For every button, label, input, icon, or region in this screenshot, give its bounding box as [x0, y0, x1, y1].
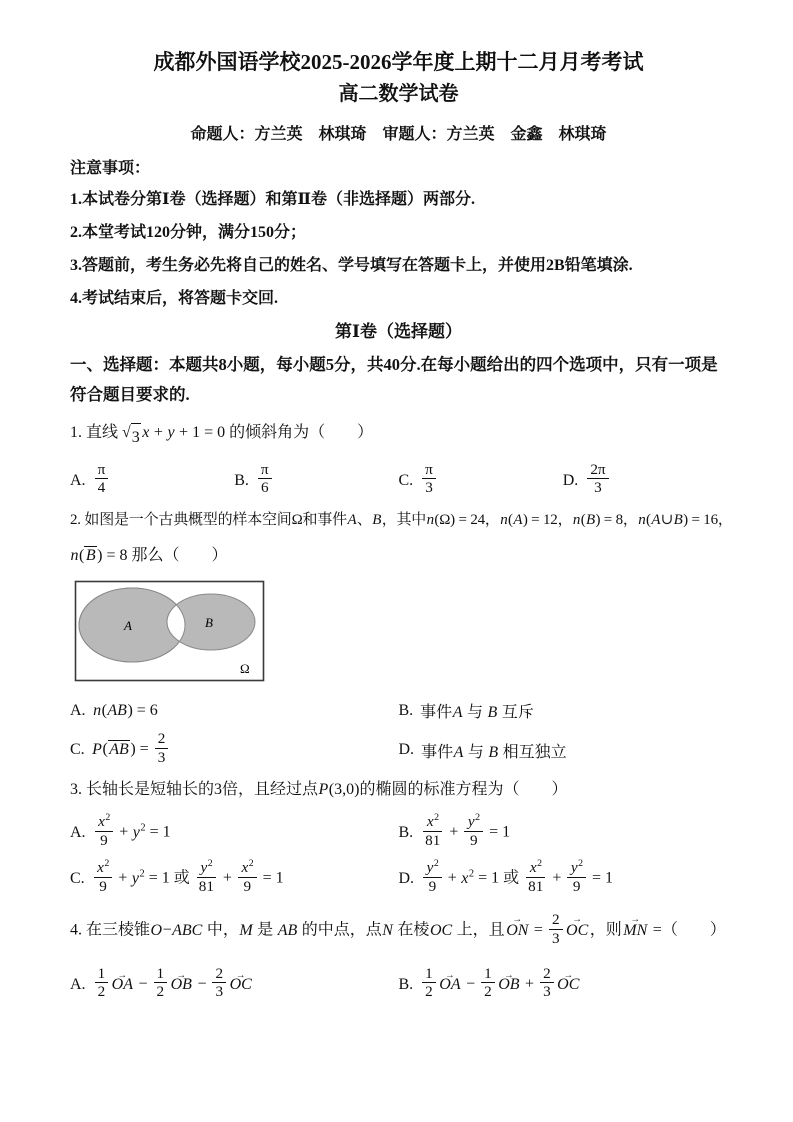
option-label-b: B.	[398, 701, 414, 719]
figure-label-omega: Ω	[240, 661, 250, 677]
notice-item-4: 4.考试结束后，将答题卡交回.	[70, 289, 279, 307]
question-2-stem-line1: 2. 如图是一个古典概型的样本空间Ω和事件A、B，其中n(Ω) = 24，n(A) = 12，n(B) = 8，n(A∪B) = 16，	[70, 511, 733, 528]
option-value-b: $\frac{1}{2}$ OA → − $\frac{1}{2}$ OB → + $\frac{2}{3}$ OC →	[420, 967, 581, 1003]
question-3-option-a	[70, 812, 399, 851]
question-2-option-a	[70, 702, 399, 720]
option-label-c: C.	[70, 870, 85, 888]
option-label-a: A.	[70, 471, 86, 489]
question-1-options	[70, 460, 727, 499]
question-4-option-b	[399, 967, 728, 1003]
question-2-option-b	[399, 699, 728, 722]
authors-line: 命题人：方兰英 林琪琦 审题人：方兰英 金鑫 林琪琦	[190, 125, 607, 143]
exam-subtitle: 高二数学试卷	[338, 82, 459, 105]
question-4	[70, 905, 727, 1003]
question-4-stem: 4. 在三棱锥O−ABC 中，M 是 AB 的中点，点N 在棱OC 上，且ON → = $\frac{2}{3}$ OC →，则MN → =（ ）	[70, 905, 727, 949]
option-label-d: D.	[398, 741, 415, 759]
option-label-a: A.	[70, 824, 86, 842]
option-value-b: 事件A 与 B 互斥	[420, 704, 534, 722]
option-label-d: D.	[562, 471, 579, 489]
option-label-c: C.	[398, 471, 414, 489]
notice-heading: 注意事项：	[70, 159, 151, 177]
option-value-a: n(AB) = 6	[93, 701, 158, 719]
option-value-d: $\frac{2\pi}{3}$	[585, 463, 610, 499]
question-2	[70, 507, 733, 769]
question-1-option-d	[562, 460, 727, 499]
venn-diagram	[74, 580, 266, 682]
figure-label-a: A	[124, 618, 132, 634]
option-label-a: A.	[70, 701, 86, 719]
option-label-b: B.	[398, 975, 414, 993]
notice-item-3: 3.答题前，考生务必先将自己的姓名、学号填写在答题卡上，并使用2B铅笔填涂.	[70, 256, 633, 274]
option-label-a: A.	[70, 975, 86, 993]
option-value-a: $\frac{\pi}{4}$	[93, 463, 111, 499]
question-1-option-a	[70, 460, 234, 499]
question-2-options-row1	[70, 699, 727, 722]
question-1-option-b	[234, 460, 398, 499]
question-3-option-d	[398, 858, 728, 897]
option-value-b: $\frac{x^2}{81}$ + $\frac{y^2}{9}$ = 1	[425, 812, 511, 849]
option-value-a: $\frac{x^2}{9}$ + $y^2 = 1$	[93, 815, 171, 851]
question-1	[70, 419, 727, 499]
question-3-stem: 3. 长轴长是短轴长的3倍，且经过点P(3,0)的椭圆的标准方程为（ ）	[70, 781, 568, 799]
notice-item-1: 1.本试卷分第Ⅰ卷（选择题）和第Ⅱ卷（非选择题）两部分.	[70, 191, 475, 209]
notice-item-2: 2.本堂考试120分钟，满分150分；	[70, 223, 307, 241]
question-3-options-row1	[70, 812, 727, 851]
question-3-option-b	[398, 812, 728, 851]
option-value-c: P(AB) = $\frac{2}{3}$	[92, 732, 171, 768]
question-3	[70, 776, 727, 897]
option-value-d: $\frac{y^2}{9}$ + $x^2 = 1$ 或 $\frac{x^2}{81}$ + $\frac{y^2}{9}$ = 1	[421, 861, 613, 897]
option-label-b: B.	[398, 824, 414, 842]
section-intro: 一、选择题：本题共8小题，每小题5分，共40分.在每小题给出的四个选项中，只有一项是符合题目要求的.	[70, 354, 718, 405]
question-4-option-a	[70, 967, 399, 1003]
question-1-option-c	[398, 460, 563, 499]
section-title: 第Ⅰ卷（选择题）	[335, 322, 462, 342]
question-2-option-d	[399, 739, 728, 762]
option-value-c: $\frac{x^2}{9}$ + $y^2 = 1$ 或 $\frac{y^2}{81}$ + $\frac{x^2}{9}$ = 1	[92, 861, 284, 897]
question-3-options-row2	[70, 858, 727, 897]
exam-title: 成都外国语学校2025-2026学年度上期十二月月考考试	[153, 50, 644, 74]
question-4-options-row1	[70, 959, 727, 1003]
option-value-a: $\frac{1}{2}$ OA → − $\frac{1}{2}$ OB → − $\frac{2}{3}$ OC →	[93, 967, 254, 1003]
option-value-d: 事件A 与 B 相互独立	[421, 743, 567, 761]
question-2-stem-line2: n(B) = 8 那么（ ）	[70, 546, 228, 564]
option-value-b: $\frac{\pi}{6}$	[256, 463, 274, 499]
option-label-b: B.	[234, 471, 249, 489]
figure-label-b: B	[205, 615, 213, 631]
question-1-stem: 1. 直线 √ 3 x + y + 1 = 0 的倾斜角为（ ）	[70, 419, 727, 453]
option-label-d: D.	[398, 870, 415, 888]
option-label-c: C.	[70, 741, 85, 759]
question-3-option-c	[70, 858, 399, 897]
question-2-options-row2	[70, 732, 727, 768]
question-2-option-c	[70, 732, 399, 768]
option-value-c: $\frac{\pi}{3}$	[420, 463, 438, 499]
venn-diagram-figure	[74, 580, 727, 687]
